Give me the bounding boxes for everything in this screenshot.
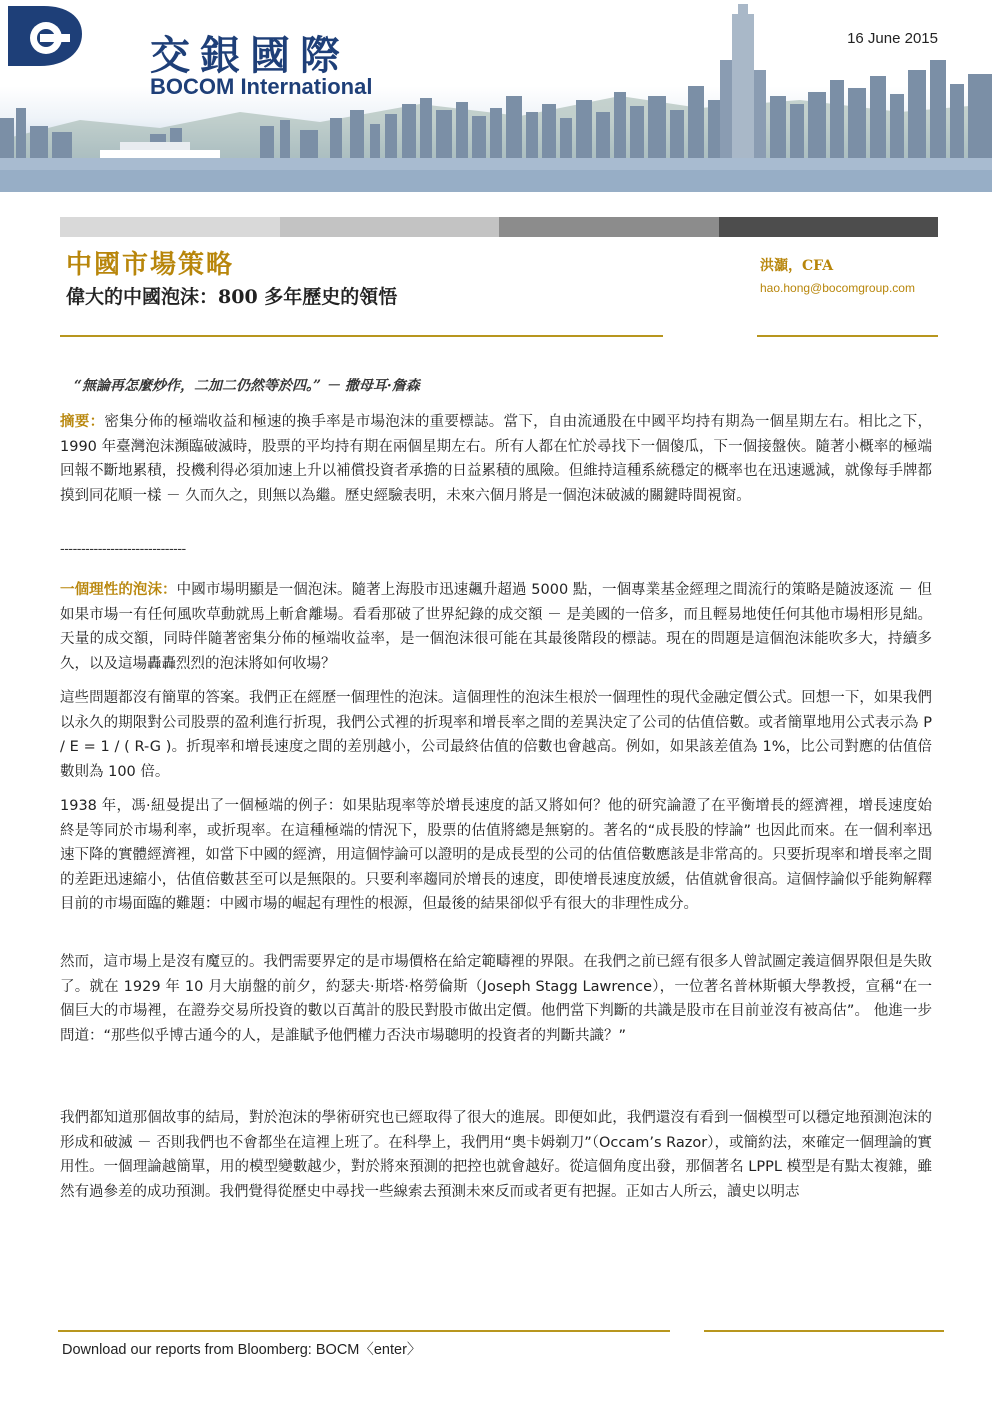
body-paragraph: 這些問題都沒有簡單的答案。我們正在經歷一個理性的泡沫。這個理性的泡沫生根於一個理性的現代金融定價公式。回想一下，如果我們以永久的期限對公司股票的盈利進行折現，我們公式裡的折現率和增長率之間的差異決定了公司的估值倍數。或者簡單地用公式表示為 P / E = 1 / ( R-G )。折現率和增長速度之間的差別越小，公司最終估值的倍數也會越高。例如，如果該差值為 1%，比公司對應的估值倍數則為 100 倍。	[60, 690, 932, 780]
header-banner	[0, 0, 992, 192]
section-rational-bubble	[60, 578, 932, 676]
footer-divider-right	[704, 1330, 944, 1332]
analyst-email[interactable]: hao.hong@bocomgroup.com	[760, 281, 915, 295]
footer-download-note: Download our reports from Bloomberg: BOCM〈enter〉	[62, 1342, 422, 1358]
summary-paragraph	[60, 410, 932, 508]
report-category: 中國市場策略	[66, 250, 235, 280]
footer-divider-left	[58, 1330, 670, 1332]
section-label: 一個理性的泡沫：	[60, 582, 177, 598]
body-paragraph: 然而，這市場上是沒有魔豆的。我們需要界定的是市場價格在給定範疇裡的界限。在我們之前已經有很多人曾試圖定義這個界限但是失敗了。就在 1929 年 10 月大崩盤的前夕，約瑟夫·斯塔·格勞倫斯（Joseph Stagg Lawrence），一位著名普林斯頓大學教授，宣稱“在一個巨大的市場裡，在證券交易所投資的數以百萬計的股民對股市做出定價。他們當下判斷的共識是股市在目前並沒有被高估”。 他進一步問道：“那些似乎博古通今的人，是誰賦予他們權力否決市場聰明的投資者的判斷共識？”	[60, 954, 932, 1044]
logo-chinese-text: 交銀國際	[150, 32, 350, 79]
report-title: 偉大的中國泡沫：800 多年歷史的領悟	[66, 286, 398, 308]
stripe-segment	[280, 217, 500, 237]
analyst-name: 洪灝，CFA	[760, 258, 834, 274]
section-stripe-bar	[60, 217, 938, 237]
stripe-segment	[60, 217, 280, 237]
stripe-segment	[499, 217, 719, 237]
city-skyline-image	[0, 0, 992, 192]
bocom-logo-icon	[0, 0, 86, 72]
section-text: 中國市場明顯是一個泡沫。隨著上海股市迅速飆升超過 5000 點，一個專業基金經理之間流行的策略是隨波逐流 － 但如果市場一有任何風吹草動就馬上斬倉離場。看看那破了世界紀錄的成交額 － 是美國的一倍多，而且輕易地使任何其他市場相形見絀。天量的成交額，同時伴隨著密集分佈的極端收益率，是一個泡沫很可能在其最後階段的標誌。現在的問題是這個泡沫能吹多大，持續多久，以及這場轟轟烈烈的泡沫將如何收場？	[60, 582, 933, 672]
summary-label: 摘要：	[60, 414, 105, 430]
title-divider-right	[757, 335, 938, 337]
summary-text: 密集分佈的極端收益和極速的換手率是市場泡沫的重要標誌。當下，自由流通股在中國平均持有期為一個星期左右。相比之下，1990 年臺灣泡沫瀕臨破滅時，股票的平均持有期在兩個星期左右。所有人都在忙於尋找下一個傻瓜，下一個接盤俠。隨著小概率的極端回報不斷地累積，投機利得必須加速上升以補償投資者承擔的日益累積的風險。但維持這種系統穩定的概率也在迅速遞減，就像每手牌都摸到同花順一樣 － 久而久之，則無以為繼。歷史經驗表明，未來六個月將是一個泡沫破滅的關鍵時間視窗。	[60, 414, 933, 504]
stripe-segment	[719, 217, 939, 237]
body-paragraph: 我們都知道那個故事的結局，對於泡沫的學術研究也已經取得了很大的進展。即便如此，我們還沒有看到一個模型可以穩定地預測泡沫的形成和破滅 － 否則我們也不會都坐在這裡上班了。在科學上，我們用“奧卡姆剃刀”（Occam’s Razor），或簡約法，來確定一個理論的實用性。一個理論越簡單，用的模型變數越少，對於將來預測的把控也就會越好。從這個角度出發，那個著名 LPPL 模型是有點太複雜，雖然有過參差的成功預測。我們覺得從歷史中尋找一些線索去預測未來反而或者更有把握。正如古人所云，讀史以明志	[60, 1110, 932, 1200]
body-paragraph: 1938 年，馮·紐曼提出了一個極端的例子：如果貼現率等於增長速度的話又將如何？他的研究論證了在平衡增長的經濟裡，增長速度始終是等同於市場利率，或折現率。在這種極端的情況下，股票的估值將總是無窮的。著名的“成長股的悖論” 也因此而來。在一個利率迅速下降的實體經濟裡，如當下中國的經濟，用這個悖論可以證明的是成長型的公司的估值倍數應該是非常高的。只要折現率和增長率之間的差距迅速縮小，估值倍數甚至可以是無限的。只要利率趨同於增長的速度，即使增長速度放緩，估值就會很高。這個悖論似乎能夠解釋目前的市場面臨的難題：中國市場的崛起有理性的根源，但最後的結果卻似乎有很大的非理性成分。	[60, 798, 932, 912]
logo-english-text: BOCOM International	[150, 74, 373, 99]
title-divider-left	[60, 335, 663, 337]
separator-line: ------------------------------	[60, 542, 186, 557]
report-date: 16 June 2015	[847, 30, 938, 47]
epigraph-quote: “無論再怎麼炒作，二加二仍然等於四。” － 撒母耳·詹森	[74, 378, 420, 394]
